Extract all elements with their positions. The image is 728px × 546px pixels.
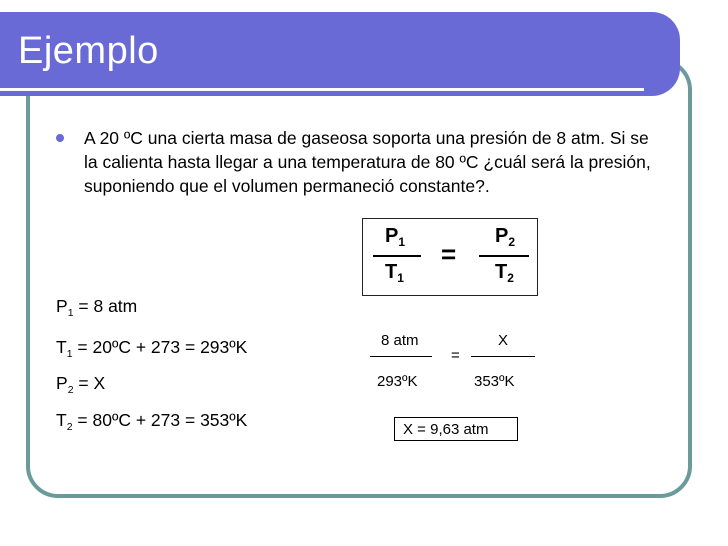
formula-equals: = [441, 239, 457, 269]
title-underline [0, 88, 644, 91]
formula-right-fraction-bar [479, 255, 529, 257]
formula-left-fraction-bar [373, 255, 421, 257]
slide-title: Ejemplo [18, 30, 159, 72]
formula-p2: $P_2$ [495, 225, 516, 250]
problem-text: A 20 ºC una cierta masa de gaseosa soporta una presión de 8 atm. Si se la calienta hasta llegar a una temperatura de 80 ºC ¿cuál será la presión, suponiendo que el volumen permaneció constante?. [84, 128, 651, 196]
formula-t1: $T_1$ [385, 261, 404, 286]
equation-right-fraction-bar [471, 356, 535, 357]
given-p2: $P_2 = X$ [56, 373, 106, 396]
equation-left-denominator: 293ºK [377, 373, 418, 390]
equation-left-fraction-bar [370, 356, 432, 357]
given-t1: $T_1$ = 20ºC + 273 = 293ºK [56, 337, 248, 360]
equation-equals: = [451, 347, 460, 364]
formula-t2: $T_2$ [495, 261, 514, 286]
formula-p1: $P_1$ [385, 225, 406, 250]
gay-lussac-formula-image [362, 218, 538, 296]
given-p1: $P_1 = 8$ atm [56, 296, 138, 319]
bullet-dot-icon [56, 134, 64, 142]
equation-left-numerator: 8 atm [381, 332, 419, 349]
given-t2: $T_2$ = 80ºC + 273 = 353ºK [56, 410, 248, 433]
title-bar [0, 12, 680, 96]
equation-right-numerator: X [498, 332, 509, 349]
equation-right-denominator: 353ºK [474, 373, 515, 390]
slide-frame [26, 58, 692, 498]
result-box: X = 9,63 atm [394, 417, 518, 441]
